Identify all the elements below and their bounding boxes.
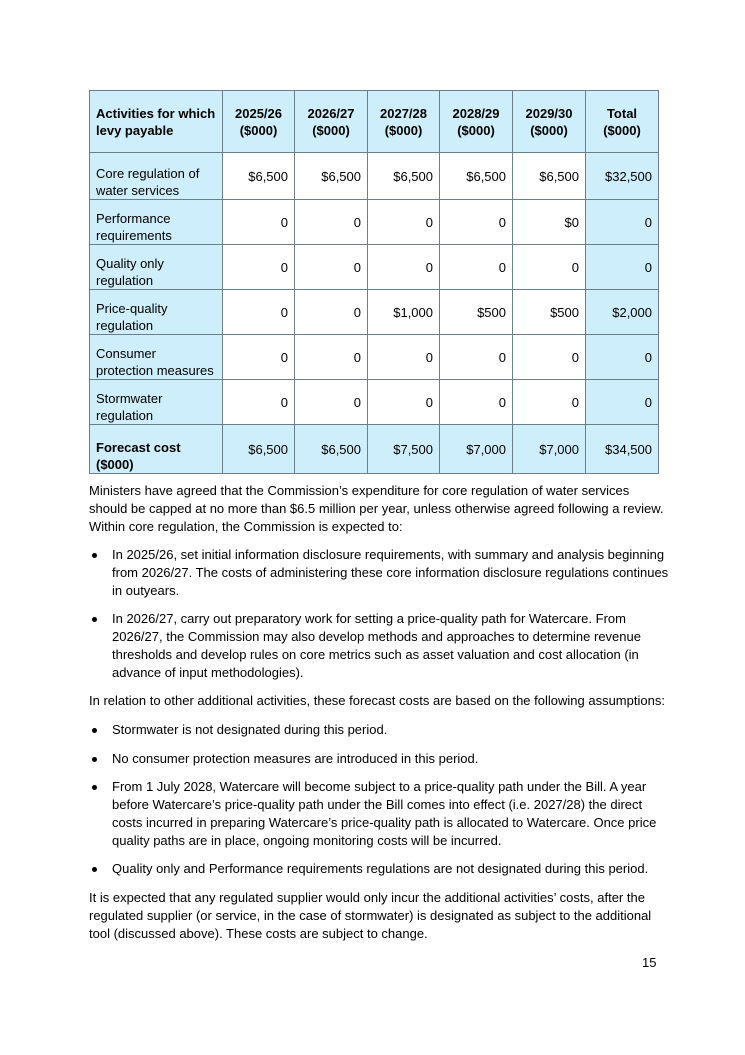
cell-value: $6,500 — [223, 153, 295, 200]
list-item: From 1 July 2028, Watercare will become subject to a price-quality path under the Bill. A year before Watercare’s price-quality path under the Bill comes into effect (i.e. 2027/28) the direct costs incurred in preparing Watercare’s price-quality path is allocated to Watercare. Once price quality paths are in place, ongoing monitoring costs will be incurred. — [89, 778, 669, 850]
table-row — [90, 153, 659, 200]
row-label: Consumer protection measures — [90, 335, 223, 380]
paragraph-cap — [89, 482, 669, 536]
row-label: Core regulation of water services — [90, 153, 223, 200]
cell-value: $0 — [513, 200, 586, 245]
cell-value: 0 — [223, 290, 295, 335]
cell-value: 0 — [295, 245, 368, 290]
header-2029-30: 2029/30 ($000) — [513, 91, 586, 153]
table-row — [90, 290, 659, 335]
levy-forecast-table — [89, 90, 659, 474]
list-item: Stormwater is not designated during this period. — [89, 721, 669, 739]
forecast-value: $7,000 — [440, 425, 513, 474]
list-item: Quality only and Performance requirements regulations are not designated during this period. — [89, 860, 669, 878]
table-header-row — [90, 91, 659, 153]
cell-value: 0 — [513, 380, 586, 425]
table-row — [90, 335, 659, 380]
cell-total: 0 — [586, 200, 659, 245]
cell-value: 0 — [223, 200, 295, 245]
paragraph-text: Ministers have agreed that the Commission’s expenditure for core regulation of water services should be capped at no more than $6.5 million per year, unless otherwise agreed following a review. Within core regulation, the Commission is expected to: — [89, 483, 664, 534]
table-row — [90, 200, 659, 245]
cell-value: 0 — [223, 380, 295, 425]
header-2025-26: 2025/26 ($000) — [223, 91, 295, 153]
forecast-value: $7,000 — [513, 425, 586, 474]
cell-value: 0 — [440, 245, 513, 290]
cell-total: $32,500 — [586, 153, 659, 200]
cell-value: 0 — [513, 245, 586, 290]
assumption-bullets — [89, 721, 669, 878]
cell-value: 0 — [440, 335, 513, 380]
forecast-total: $34,500 — [586, 425, 659, 474]
forecast-value: $7,500 — [368, 425, 440, 474]
list-item: In 2026/27, carry out preparatory work for setting a price-quality path for Watercare. From 2026/27, the Commission may also develop methods and approaches to determine revenue thresholds and develop rules on core metrics such as asset valuation and cost allocation (in advance of input methodologies). — [89, 610, 669, 682]
cell-value: 0 — [223, 335, 295, 380]
cell-value: $6,500 — [295, 153, 368, 200]
forecast-value: $6,500 — [295, 425, 368, 474]
cell-value: 0 — [368, 380, 440, 425]
table-row — [90, 245, 659, 290]
row-label: Performance requirements — [90, 200, 223, 245]
cell-value: $6,500 — [440, 153, 513, 200]
cell-total: $2,000 — [586, 290, 659, 335]
cell-total: 0 — [586, 380, 659, 425]
cell-value: $1,000 — [368, 290, 440, 335]
forecast-label: Forecast cost ($000) — [90, 425, 223, 474]
cell-value: 0 — [295, 335, 368, 380]
cell-value: 0 — [440, 200, 513, 245]
cell-value: 0 — [295, 200, 368, 245]
cell-value: $500 — [440, 290, 513, 335]
core-regulation-bullets — [89, 546, 669, 682]
paragraph-text: It is expected that any regulated supplier would only incur the additional activities’ costs, after the regulated supplier (or service, in the case of stormwater) is designated as subject to the additional tool (discussed above). These costs are subject to change. — [89, 890, 652, 941]
cell-value: 0 — [513, 335, 586, 380]
paragraph-assumptions — [89, 692, 669, 710]
cell-value: 0 — [368, 200, 440, 245]
row-label: Price-quality regulation — [90, 290, 223, 335]
cell-total: 0 — [586, 245, 659, 290]
cell-value: $6,500 — [513, 153, 586, 200]
header-activities: Activities for which levy payable — [90, 91, 223, 153]
row-label: Quality only regulation — [90, 245, 223, 290]
cell-value: 0 — [223, 245, 295, 290]
cell-value: 0 — [368, 335, 440, 380]
cell-value: 0 — [368, 245, 440, 290]
header-2026-27: 2026/27 ($000) — [295, 91, 368, 153]
header-2027-28: 2027/28 ($000) — [368, 91, 440, 153]
forecast-row — [90, 425, 659, 474]
header-2028-29: 2028/29 ($000) — [440, 91, 513, 153]
cell-value: $6,500 — [368, 153, 440, 200]
page-number: 15 — [642, 955, 657, 970]
table-row — [90, 380, 659, 425]
cell-value: 0 — [440, 380, 513, 425]
list-item: No consumer protection measures are introduced in this period. — [89, 750, 669, 768]
header-total: Total ($000) — [586, 91, 659, 153]
cell-value: 0 — [295, 290, 368, 335]
cell-total: 0 — [586, 335, 659, 380]
list-item: In 2025/26, set initial information disclosure requirements, with summary and analysis beginning from 2026/27. The costs of administering these core information disclosure regulations continues in outyears. — [89, 546, 669, 600]
cell-value: 0 — [295, 380, 368, 425]
forecast-value: $6,500 — [223, 425, 295, 474]
paragraph-expected — [89, 889, 669, 943]
paragraph-text: In relation to other additional activities, these forecast costs are based on the following assumptions: — [89, 693, 665, 708]
cell-value: $500 — [513, 290, 586, 335]
row-label: Stormwater regulation — [90, 380, 223, 425]
